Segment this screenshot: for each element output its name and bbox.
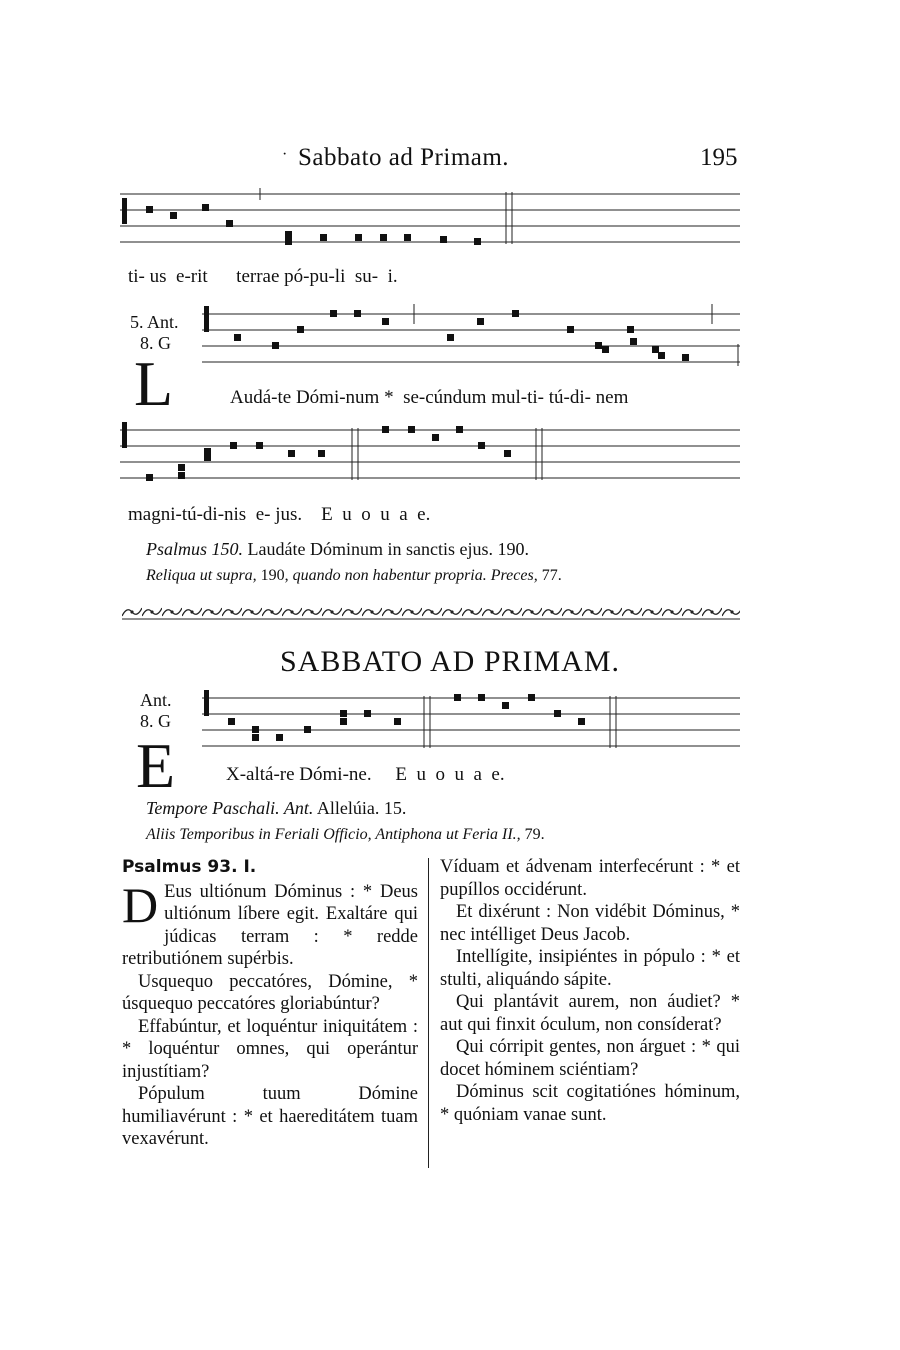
tempore-label: Tempore Paschali. bbox=[146, 798, 280, 818]
preces-label: Preces, bbox=[490, 567, 538, 584]
aliis-page: 79. bbox=[520, 826, 545, 843]
chant-staff-2 bbox=[202, 302, 742, 374]
antiphon-number: 5. Ant. bbox=[130, 312, 179, 332]
psalm-label: Psalmus 150. bbox=[146, 539, 244, 559]
antiphon-5-lyrics-1: Audá-te Dómi-num * se-cúndum mul-ti- tú-di- nem bbox=[230, 387, 629, 408]
psalm-verse-3: Effabúntur, et loquéntur iniquitátem : * loquéntur omnes, qui operántur injustítiam? bbox=[122, 1016, 418, 1082]
psalm-right-column bbox=[440, 856, 740, 1126]
reliqua-line bbox=[146, 567, 562, 585]
reliqua-label: Reliqua ut supra, bbox=[146, 567, 257, 584]
psalm-verse-1-text: Eus ultiónum Dóminus : * Deus ultiónum líbere egit. Exaltáre qui júdicas terram : * redde retributiónem supérbis. bbox=[122, 881, 418, 969]
chant-staff-1 bbox=[120, 188, 742, 248]
reliqua-page: 190, bbox=[256, 567, 293, 584]
psalm-verse-10: Dóminus scit cogitatiónes hóminum, * quóniam vanae sunt. bbox=[440, 1082, 740, 1125]
aliis-temporibus-line bbox=[146, 826, 545, 844]
antiphon-mode: 8. G bbox=[140, 711, 171, 731]
reliqua-condition: quando non habentur propria. bbox=[292, 567, 487, 584]
tempore-paschali-line bbox=[146, 798, 406, 819]
primam-lyrics: X-altá-re Dómi-ne. E u o u a e. bbox=[226, 764, 505, 785]
antiphon-5-initial: L bbox=[134, 348, 174, 419]
psalm-verse-4: Pópulum tuum Dómine humiliavérunt : * et haereditátem tuam vexavérunt. bbox=[122, 1084, 418, 1149]
psalm-verse-1 bbox=[122, 876, 418, 971]
psalm-verse-9: Qui córripit gentes, non árguet : * qui docet hóminem sciéntiam? bbox=[440, 1037, 740, 1080]
staff-1-lyrics: ti- us e-rit terrae pó-pu-li su- i. bbox=[128, 266, 398, 287]
antiphon-abbrev: Ant. bbox=[140, 690, 172, 710]
aliis-label: Aliis Temporibus in Feriali Officio, bbox=[146, 826, 372, 843]
alleluia-text: Allelúia. 15. bbox=[313, 798, 407, 818]
antiphon-mode: 8. G bbox=[140, 333, 171, 353]
psalm-150-reference bbox=[146, 539, 529, 560]
psalm-title: Psalmus 93. I. bbox=[122, 857, 257, 877]
antiphon-5-lyrics-2: magni-tú-di-nis e- jus. E u o u a e. bbox=[128, 504, 431, 525]
column-divider bbox=[428, 858, 429, 1168]
antiphona-ref: Antiphona ut Feria II., bbox=[371, 826, 521, 843]
section-title: SABBATO AD PRIMAM. bbox=[279, 645, 621, 678]
page-number: 195 bbox=[700, 144, 738, 171]
psalm-verse-2: Usquequo peccatóres, Dómine, * úsquequo peccatóres gloriabúntur? bbox=[122, 971, 418, 1014]
psalm-verse-5: Víduam et ádvenam interfecérunt : * et pupíllos occidérunt. bbox=[440, 857, 740, 900]
psalm-incipit: Laudáte Dóminum in sanctis ejus. 190. bbox=[243, 539, 529, 559]
ant-abbrev: Ant. bbox=[279, 798, 314, 818]
ornamental-divider bbox=[122, 604, 740, 620]
header-dot: · bbox=[282, 146, 288, 163]
preces-page: 77. bbox=[537, 567, 562, 584]
chant-staff-3 bbox=[120, 420, 742, 492]
primam-antiphon-label bbox=[140, 690, 172, 732]
chant-staff-4 bbox=[202, 686, 742, 752]
psalm-verse-8: Qui plantávit aurem, non áudiet? * aut qui finxit óculum, non consíderat? bbox=[440, 992, 740, 1035]
psalm-verse-6: Et dixérunt : Non vidébit Dóminus, * nec intélliget Deus Jacob. bbox=[440, 902, 740, 945]
psalm-dropcap: D bbox=[122, 876, 159, 933]
psalm-left-column bbox=[122, 856, 418, 1151]
psalm-verse-7: Intellígite, insipiéntes in pópulo : * et stulti, aliquándo sápite. bbox=[440, 947, 740, 990]
primam-initial: E bbox=[136, 730, 176, 801]
running-title: Sabbato ad Primam. bbox=[298, 144, 510, 171]
